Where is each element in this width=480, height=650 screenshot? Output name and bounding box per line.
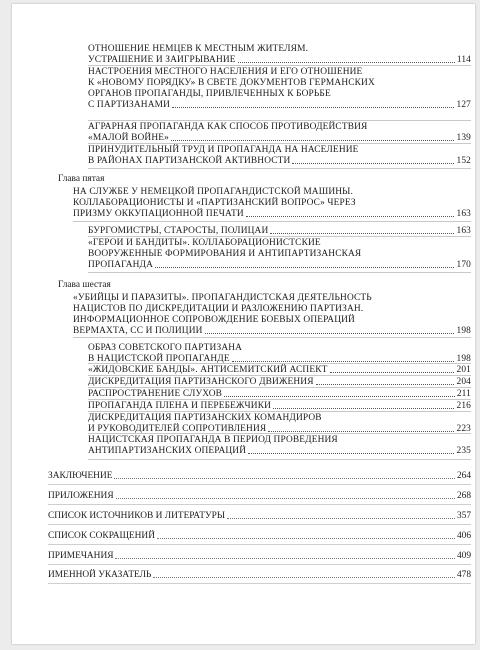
dot-leader (157, 532, 455, 539)
toc-entry-title-line: ДИСКРЕДИТАЦИЯ ПАРТИЗАНСКОГО ДВИЖЕНИЯ (88, 377, 314, 387)
dot-leader (273, 408, 454, 409)
dot-leader (292, 163, 454, 164)
book-page (12, 4, 475, 644)
page-number: 163 (456, 226, 471, 236)
toc-entry-last-line (88, 100, 471, 111)
page-number: 201 (456, 365, 471, 375)
page-number: 406 (456, 530, 471, 541)
toc-entry-title-line: «МАЛОЙ ВОЙНЕ» (88, 133, 169, 143)
toc-entry-title-line: НАСТРОЕНИЯ МЕСТНОГО НАСЕЛЕНИЯ И ЕГО ОТНОШЕНИЕ (88, 67, 363, 77)
toc-entry-last-line (88, 133, 471, 144)
page-number: 198 (456, 354, 471, 364)
toc-entry[interactable] (88, 238, 471, 271)
toc-entry-title-line: КОЛЛАБОРАЦИОНИСТЫ И «ПАРТИЗАНСКИЙ ВОПРОС» ЧЕРЕЗ (73, 198, 356, 208)
page-number: 216 (456, 401, 471, 411)
dot-leader (116, 492, 455, 499)
toc-entry-title-line: НА СЛУЖБЕ У НЕМЕЦКОЙ ПРОПАГАНДИСТСКОЙ МАШИНЫ. (73, 187, 353, 197)
dot-leader (268, 431, 454, 432)
page-number: 264 (456, 470, 471, 481)
toc-entry-last-line (88, 260, 471, 271)
toc-entry-title-line: ОТНОШЕНИЕ НЕМЦЕВ К МЕСТНЫМ ЖИТЕЛЯМ. (88, 44, 309, 54)
dot-leader (232, 361, 455, 362)
toc-entry[interactable] (88, 413, 471, 435)
separator-line (73, 221, 471, 222)
toc-section[interactable] (48, 507, 471, 525)
dot-leader (155, 267, 454, 268)
toc-entry-last-line (88, 446, 471, 457)
separator-line (88, 120, 471, 121)
toc-section[interactable] (48, 527, 471, 545)
toc-entry[interactable] (88, 145, 471, 167)
dot-leader (224, 396, 455, 397)
page-number: 204 (456, 377, 471, 387)
toc-entry[interactable] (88, 343, 471, 365)
page-number: 268 (456, 490, 471, 501)
toc-entry-title-line: «УБИЙЦЫ И ПАРАЗИТЫ». ПРОПАГАНДИСТСКАЯ ДЕЯТЕЛЬНОСТЬ (73, 293, 372, 303)
table-of-contents (12, 4, 475, 644)
section-title: СПИСОК СОКРАЩЕНИЙ (48, 530, 155, 541)
section-title: ПРИЛОЖЕНИЯ (48, 490, 114, 501)
dot-leader (227, 512, 455, 519)
toc-entry-title-line: «ГЕРОИ И БАНДИТЫ». КОЛЛАБОРАЦИОНИСТСКИЕ (88, 238, 321, 248)
toc-entry-title-line: НАЦИСТСКАЯ ПРОПАГАНДА В ПЕРИОД ПРОВЕДЕНИЯ (88, 435, 338, 445)
separator-line (88, 272, 471, 273)
toc-entry[interactable] (88, 365, 471, 376)
toc-entry-title-line: ОРГАНОВ ПРОПАГАНДЫ, ПРИВЛЕЧЕННЫХ К БОРЬБЕ (88, 89, 331, 99)
dot-leader (316, 384, 455, 385)
separator-line (73, 337, 471, 338)
section-title: ПРИМЕЧАНИЯ (48, 550, 114, 561)
toc-entry-title-line: ПРОПАГАНДА (88, 260, 154, 270)
dot-leader (248, 453, 454, 454)
separator-line (88, 168, 471, 169)
toc-entry-last-line (88, 401, 471, 412)
toc-entry-last-line (73, 209, 471, 220)
toc-entry-last-line (88, 156, 471, 167)
dot-leader (171, 140, 455, 141)
page-number: 163 (456, 209, 471, 219)
toc-entry-title-line: «ЖИДОВСКИЕ БАНДЫ». АНТИСЕМИТСКИЙ АСПЕКТ (88, 365, 328, 375)
toc-entry-title-line: ВООРУЖЕННЫЕ ФОРМИРОВАНИЯ И АНТИПАРТИЗАНСКАЯ (88, 249, 362, 259)
dot-leader (205, 333, 455, 334)
toc-entry-title-line: В РАЙОНАХ ПАРТИЗАНСКОЙ АКТИВНОСТИ (88, 156, 291, 166)
toc-entry-title-line: НАЦИСТОВ ПО ДИСКРЕДИТАЦИИ И РАЗЛОЖЕНИЮ ПАРТИЗАН. (73, 304, 364, 314)
dot-leader (246, 216, 455, 217)
toc-entry-last-line (88, 354, 471, 365)
toc-entry-title-line: И РУКОВОДИТЕЛЕЙ СОПРОТИВЛЕНИЯ (88, 424, 267, 434)
toc-entry-title-line: ВЕРМАХТА, СС И ПОЛИЦИИ (73, 326, 203, 336)
toc-entry[interactable] (73, 293, 471, 337)
section-title: СПИСОК ИСТОЧНИКОВ И ЛИТЕРАТУРЫ (48, 510, 226, 521)
page-number: 127 (456, 100, 471, 110)
toc-entry[interactable] (88, 67, 471, 111)
toc-entry[interactable] (88, 226, 471, 237)
dot-leader (330, 372, 455, 373)
toc-entry-last-line (88, 389, 471, 400)
chapter-heading: Глава шестая (58, 280, 111, 290)
toc-entry-title-line: РАСПРОСТРАНЕНИЕ СЛУХОВ (88, 389, 223, 399)
chapter-heading: Глава пятая (58, 174, 105, 184)
page-number: 114 (456, 55, 471, 65)
toc-entry[interactable] (88, 389, 471, 400)
page-number: 139 (456, 133, 471, 143)
toc-entry-title-line: ОБРАЗ СОВЕТСКОГО ПАРТИЗАНА (88, 343, 243, 353)
toc-entry[interactable] (88, 401, 471, 412)
section-title: ИМЕННОЙ УКАЗАТЕЛЬ (48, 569, 152, 580)
toc-entry-title-line: ПРИНУДИТЕЛЬНЫЙ ТРУД И ПРОПАГАНДА НА НАСЕЛЕНИЕ (88, 145, 359, 155)
toc-entry[interactable] (88, 44, 471, 66)
page-number: 198 (456, 326, 471, 336)
toc-entry-title-line: К «НОВОМУ ПОРЯДКУ» В СВЕТЕ ДОКУМЕНТОВ ГЕРМАНСКИХ (88, 78, 375, 88)
dot-leader (115, 552, 454, 559)
toc-section[interactable] (48, 467, 471, 485)
toc-entry-last-line (88, 226, 471, 237)
separator-line (88, 459, 471, 460)
toc-entry-last-line (88, 365, 471, 376)
toc-entry[interactable] (88, 377, 471, 388)
page-number: 235 (456, 446, 471, 456)
page-number: 223 (456, 424, 471, 434)
toc-entry-title-line: УСТРАШЕНИЕ И ЗАИГРЫВАНИЕ (88, 55, 236, 65)
dot-leader (153, 571, 455, 578)
toc-entry-title-line: ПРОПАГАНДА ПЛЕНА И ПЕРЕБЕЖЧИКИ (88, 401, 272, 411)
page-number: 211 (456, 389, 471, 399)
toc-entry-last-line (73, 326, 471, 337)
dot-leader (270, 233, 454, 234)
toc-entry-title-line: АНТИПАРТИЗАНСКИХ ОПЕРАЦИЙ (88, 446, 247, 456)
toc-section[interactable] (48, 487, 471, 505)
toc-entry[interactable] (73, 187, 471, 220)
page-number: 357 (456, 510, 471, 521)
page-number: 409 (456, 550, 471, 561)
page-number: 170 (456, 260, 471, 270)
page-number: 478 (456, 569, 471, 580)
toc-entry-title-line: В НАЦИСТСКОЙ ПРОПАГАНДЕ (88, 354, 230, 364)
toc-entry[interactable] (88, 435, 471, 457)
toc-section[interactable] (48, 566, 471, 584)
section-title: ЗАКЛЮЧЕНИЕ (48, 470, 113, 481)
dot-leader (172, 107, 454, 108)
toc-entry[interactable] (88, 122, 471, 144)
page-number: 152 (456, 156, 471, 166)
toc-entry-last-line (88, 55, 471, 66)
toc-entry-last-line (88, 424, 471, 435)
toc-entry-title-line: ДИСКРЕДИТАЦИЯ ПАРТИЗАНСКИХ КОМАНДИРОВ (88, 413, 322, 423)
toc-entry-title-line: С ПАРТИЗАНАМИ (88, 100, 171, 110)
toc-entry-last-line (88, 377, 471, 388)
toc-entry-title-line: ИНФОРМАЦИОННОЕ СОПРОВОЖДЕНИЕ БОЕВЫХ ОПЕРАЦИЙ (73, 315, 355, 325)
toc-section[interactable] (48, 547, 471, 565)
toc-entry-title-line: БУРГОМИСТРЫ, СТАРОСТЫ, ПОЛИЦАИ (88, 226, 269, 236)
dot-leader (238, 62, 455, 63)
toc-entry-title-line: АГРАРНАЯ ПРОПАГАНДА КАК СПОСОБ ПРОТИВОДЕЙСТВИЯ (88, 122, 368, 132)
toc-entry-title-line: ПРИЗМУ ОККУПАЦИОННОЙ ПЕЧАТИ (73, 209, 244, 219)
dot-leader (114, 472, 454, 479)
